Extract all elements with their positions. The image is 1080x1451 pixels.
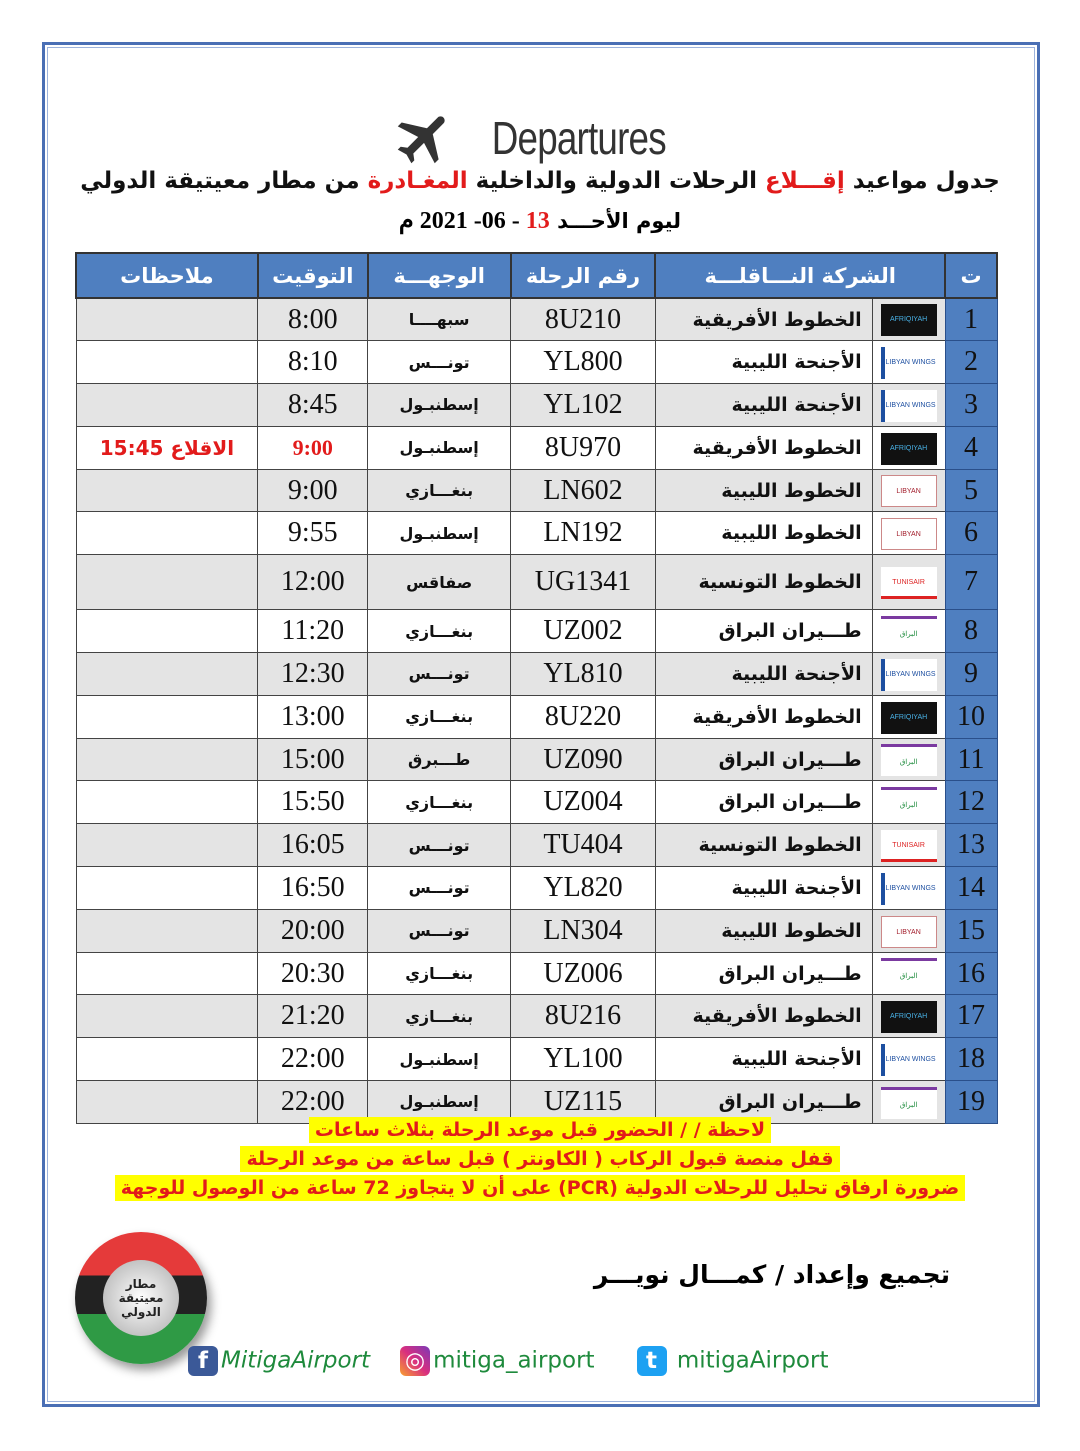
remarks xyxy=(76,952,258,995)
row-number: 10 xyxy=(945,695,997,738)
destination: بنغـــازي xyxy=(368,781,511,824)
libyan-wings-logo: LIBYAN WINGS xyxy=(881,390,937,422)
subtitle-part: من مطار معيتيقة الدولي xyxy=(80,168,368,194)
facebook-icon: f xyxy=(188,1346,218,1376)
flight-number: UZ090 xyxy=(511,738,656,781)
table-row xyxy=(76,695,997,738)
airline-logo-cell xyxy=(872,384,945,427)
table-row xyxy=(76,341,997,384)
flight-number: YL820 xyxy=(511,867,656,910)
remarks xyxy=(76,653,258,696)
departure-time: 13:00 xyxy=(258,695,368,738)
airline-name: الأجنحة الليبية xyxy=(655,341,872,384)
date-rest: - 06- 2021 م xyxy=(398,208,526,234)
table-row xyxy=(76,952,997,995)
flight-number: LN304 xyxy=(511,909,656,952)
buraq-logo: البراق xyxy=(881,616,937,648)
col-flight: رقم الرحلة xyxy=(511,253,656,298)
table-row xyxy=(76,426,997,469)
airline-name: الخطوط الليبية xyxy=(655,512,872,555)
table-row xyxy=(76,824,997,867)
destination: تونـــس xyxy=(368,824,511,867)
flight-number: LN192 xyxy=(511,512,656,555)
airline-name: الخطوط الأفريقية xyxy=(655,995,872,1038)
airline-logo-cell xyxy=(872,653,945,696)
flight-number: UZ002 xyxy=(511,610,656,653)
afriqiyah-logo: AFRIQIYAH xyxy=(881,433,937,465)
row-number: 14 xyxy=(945,867,997,910)
airline-name: الخطوط التونسية xyxy=(655,555,872,610)
date-day: 13 xyxy=(525,208,550,234)
destination: إسطنبـول xyxy=(368,426,511,469)
remarks xyxy=(76,738,258,781)
airline-name: الأجنحة الليبية xyxy=(655,653,872,696)
social-links xyxy=(188,1346,828,1376)
afriqiyah-logo: AFRIQIYAH xyxy=(881,304,937,336)
title-block xyxy=(0,105,1080,171)
libyan-wings-logo: LIBYAN WINGS xyxy=(881,873,937,905)
flight-number: TU404 xyxy=(511,824,656,867)
flight-number: 8U210 xyxy=(511,298,656,341)
page-title: Departures xyxy=(491,112,667,164)
airline-logo-cell xyxy=(872,426,945,469)
departure-time: 12:30 xyxy=(258,653,368,696)
departure-time: 22:00 xyxy=(258,1038,368,1081)
remarks xyxy=(76,512,258,555)
airline-logo-cell xyxy=(872,738,945,781)
instagram-link[interactable] xyxy=(400,1346,594,1376)
destination: بنغـــازي xyxy=(368,469,511,512)
destination: إسطنبـول xyxy=(368,512,511,555)
facebook-handle: MitigaAirport xyxy=(221,1347,371,1374)
airline-logo-cell xyxy=(872,781,945,824)
flight-number: YL810 xyxy=(511,653,656,696)
row-number: 4 xyxy=(945,426,997,469)
airline-name: الخطوط الأفريقية xyxy=(655,426,872,469)
airline-logo-cell xyxy=(872,952,945,995)
airline-logo-cell xyxy=(872,469,945,512)
departure-time: 9:00 xyxy=(258,469,368,512)
table-row xyxy=(76,384,997,427)
airplane-icon xyxy=(392,105,458,171)
remarks xyxy=(76,1038,258,1081)
airline-logo-cell xyxy=(872,610,945,653)
airline-name: طـــيران البراق xyxy=(655,952,872,995)
notice-line: لاحظة / / الحضور قبل موعد الرحلة بثلاث ساعات xyxy=(309,1117,771,1143)
airline-logo-cell xyxy=(872,909,945,952)
row-number: 7 xyxy=(945,555,997,610)
flight-number: UG1341 xyxy=(511,555,656,610)
subtitle-part: الرحلات الدولية والداخلية xyxy=(467,168,766,194)
destination: تونـــس xyxy=(368,341,511,384)
table-row xyxy=(76,653,997,696)
airline-name: الخطوط التونسية xyxy=(655,824,872,867)
airline-logo-cell xyxy=(872,341,945,384)
row-number: 15 xyxy=(945,909,997,952)
airline-logo-cell xyxy=(872,995,945,1038)
destination: تونـــس xyxy=(368,867,511,910)
afriqiyah-logo: AFRIQIYAH xyxy=(881,1001,937,1033)
table-row xyxy=(76,867,997,910)
table-row xyxy=(76,555,997,610)
airline-logo-cell xyxy=(872,867,945,910)
remarks xyxy=(76,298,258,341)
departure-time: 16:05 xyxy=(258,824,368,867)
col-number: ت xyxy=(945,253,997,298)
airline-name: الخطوط الأفريقية xyxy=(655,695,872,738)
departure-time: 9:55 xyxy=(258,512,368,555)
buraq-logo: البراق xyxy=(881,744,937,776)
row-number: 2 xyxy=(945,341,997,384)
buraq-logo: البراق xyxy=(881,1087,937,1119)
remarks xyxy=(76,995,258,1038)
remarks xyxy=(76,695,258,738)
row-number: 19 xyxy=(945,1081,997,1124)
table-row xyxy=(76,738,997,781)
destination: طـــبرق xyxy=(368,738,511,781)
departure-time: 15:50 xyxy=(258,781,368,824)
destination: تونـــس xyxy=(368,653,511,696)
destination: بنغـــازي xyxy=(368,995,511,1038)
airline-name: الأجنحة الليبية xyxy=(655,384,872,427)
subtitle xyxy=(0,168,1080,194)
remarks xyxy=(76,555,258,610)
subtitle-part: جدول مواعيد xyxy=(844,168,1000,194)
libyan-wings-logo: LIBYAN WINGS xyxy=(881,1044,937,1076)
remarks xyxy=(76,824,258,867)
row-number: 5 xyxy=(945,469,997,512)
seal-text: مطار معيتيقة الدولي xyxy=(103,1260,179,1336)
row-number: 11 xyxy=(945,738,997,781)
destination: إسطنبـول xyxy=(368,1038,511,1081)
instagram-icon: ◎ xyxy=(400,1346,430,1376)
destination: بنغـــازي xyxy=(368,952,511,995)
buraq-logo: البراق xyxy=(881,787,937,819)
departure-time: 8:00 xyxy=(258,298,368,341)
row-number: 6 xyxy=(945,512,997,555)
departures-table xyxy=(75,252,998,1124)
flight-number: LN602 xyxy=(511,469,656,512)
row-number: 8 xyxy=(945,610,997,653)
buraq-logo: البراق xyxy=(881,958,937,990)
departure-time: 12:00 xyxy=(258,555,368,610)
libyan-airlines-logo: LIBYAN xyxy=(881,916,937,948)
notice-block xyxy=(0,1117,1080,1204)
flight-number: YL102 xyxy=(511,384,656,427)
date-line xyxy=(0,206,1080,235)
departure-time: 22:00 xyxy=(258,1081,368,1124)
flight-number: 8U970 xyxy=(511,426,656,469)
airline-name: طـــيران البراق xyxy=(655,781,872,824)
prepared-by: تجميع وإعداد / كمـــال نويـــر xyxy=(593,1260,950,1289)
destination: إسطنبـول xyxy=(368,384,511,427)
col-notes: ملاحظات xyxy=(76,253,258,298)
subtitle-highlight: إقـــلاع xyxy=(765,168,845,194)
tunisair-logo: TUNISAIR xyxy=(881,567,937,599)
flight-number: YL100 xyxy=(511,1038,656,1081)
row-number: 17 xyxy=(945,995,997,1038)
departure-time: 11:20 xyxy=(258,610,368,653)
flight-number: YL800 xyxy=(511,341,656,384)
subtitle-highlight: المغـادرة xyxy=(367,168,468,194)
col-airline: الشركة النـــاقلـــة xyxy=(655,253,945,298)
airport-seal-logo xyxy=(75,1232,207,1364)
airline-name: الأجنحة الليبية xyxy=(655,1038,872,1081)
airline-logo-cell xyxy=(872,298,945,341)
row-number: 9 xyxy=(945,653,997,696)
libyan-wings-logo: LIBYAN WINGS xyxy=(881,659,937,691)
departure-time: 16:50 xyxy=(258,867,368,910)
remarks xyxy=(76,384,258,427)
libyan-wings-logo: LIBYAN WINGS xyxy=(881,347,937,379)
table-row xyxy=(76,469,997,512)
col-destination: الوجهـــة xyxy=(368,253,511,298)
airline-name: الخطوط الليبية xyxy=(655,909,872,952)
airline-logo-cell xyxy=(872,555,945,610)
airline-name: طـــيران البراق xyxy=(655,1081,872,1124)
airline-name: طـــيران البراق xyxy=(655,610,872,653)
table-row xyxy=(76,512,997,555)
departure-time: 9:00 xyxy=(258,426,368,469)
twitter-icon: t xyxy=(637,1346,667,1376)
airline-logo-cell xyxy=(872,1038,945,1081)
table-row xyxy=(76,610,997,653)
facebook-link[interactable] xyxy=(188,1346,370,1376)
flight-number: 8U216 xyxy=(511,995,656,1038)
destination: إسطنبـول xyxy=(368,1081,511,1124)
airline-name: الخطوط الليبية xyxy=(655,469,872,512)
departure-time: 8:10 xyxy=(258,341,368,384)
departure-time: 20:00 xyxy=(258,909,368,952)
table-row xyxy=(76,1038,997,1081)
table-row xyxy=(76,995,997,1038)
table-row xyxy=(76,909,997,952)
row-number: 3 xyxy=(945,384,997,427)
col-time: التوقيت xyxy=(258,253,368,298)
remarks xyxy=(76,867,258,910)
departure-time: 20:30 xyxy=(258,952,368,995)
remarks xyxy=(76,469,258,512)
departure-time: 21:20 xyxy=(258,995,368,1038)
table-row xyxy=(76,781,997,824)
tunisair-logo: TUNISAIR xyxy=(881,830,937,862)
departure-time: 8:45 xyxy=(258,384,368,427)
flight-number: 8U220 xyxy=(511,695,656,738)
destination: بنغـــازي xyxy=(368,695,511,738)
airline-name: طـــيران البراق xyxy=(655,738,872,781)
remarks xyxy=(76,909,258,952)
remarks xyxy=(76,610,258,653)
row-number: 1 xyxy=(945,298,997,341)
libyan-airlines-logo: LIBYAN xyxy=(881,475,937,507)
date-prefix: ليوم الأحـــد xyxy=(549,209,682,233)
destination: صفاقس xyxy=(368,555,511,610)
airline-logo-cell xyxy=(872,824,945,867)
departure-time: 15:00 xyxy=(258,738,368,781)
airline-name: الخطوط الأفريقية xyxy=(655,298,872,341)
airline-name: الأجنحة الليبية xyxy=(655,867,872,910)
flight-number: UZ004 xyxy=(511,781,656,824)
libyan-airlines-logo: LIBYAN xyxy=(881,518,937,550)
destination: سبهــــا xyxy=(368,298,511,341)
notice-line: قفل منصة قبول الركاب ( الكاونتر ) قبل ساعة من موعد الرحلة xyxy=(240,1146,839,1172)
row-number: 16 xyxy=(945,952,997,995)
twitter-link[interactable] xyxy=(637,1346,829,1376)
twitter-handle: mitigaAirport xyxy=(676,1347,829,1374)
airline-logo-cell xyxy=(872,512,945,555)
row-number: 18 xyxy=(945,1038,997,1081)
row-number: 13 xyxy=(945,824,997,867)
airline-logo-cell xyxy=(872,695,945,738)
row-number: 12 xyxy=(945,781,997,824)
remarks xyxy=(76,781,258,824)
flight-number: UZ006 xyxy=(511,952,656,995)
destination: بنغـــازي xyxy=(368,610,511,653)
flight-number: UZ115 xyxy=(511,1081,656,1124)
destination: تونـــس xyxy=(368,909,511,952)
remarks: الاقلاع 15:45 xyxy=(76,426,258,469)
afriqiyah-logo: AFRIQIYAH xyxy=(881,702,937,734)
table-row xyxy=(76,298,997,341)
instagram-handle: mitiga_airport xyxy=(433,1347,595,1374)
remarks xyxy=(76,341,258,384)
notice-line: ضرورة ارفاق تحليل للرحلات الدولية (PCR) على أن لا يتجاوز 72 ساعة من الوصول للوجهة xyxy=(115,1175,966,1201)
